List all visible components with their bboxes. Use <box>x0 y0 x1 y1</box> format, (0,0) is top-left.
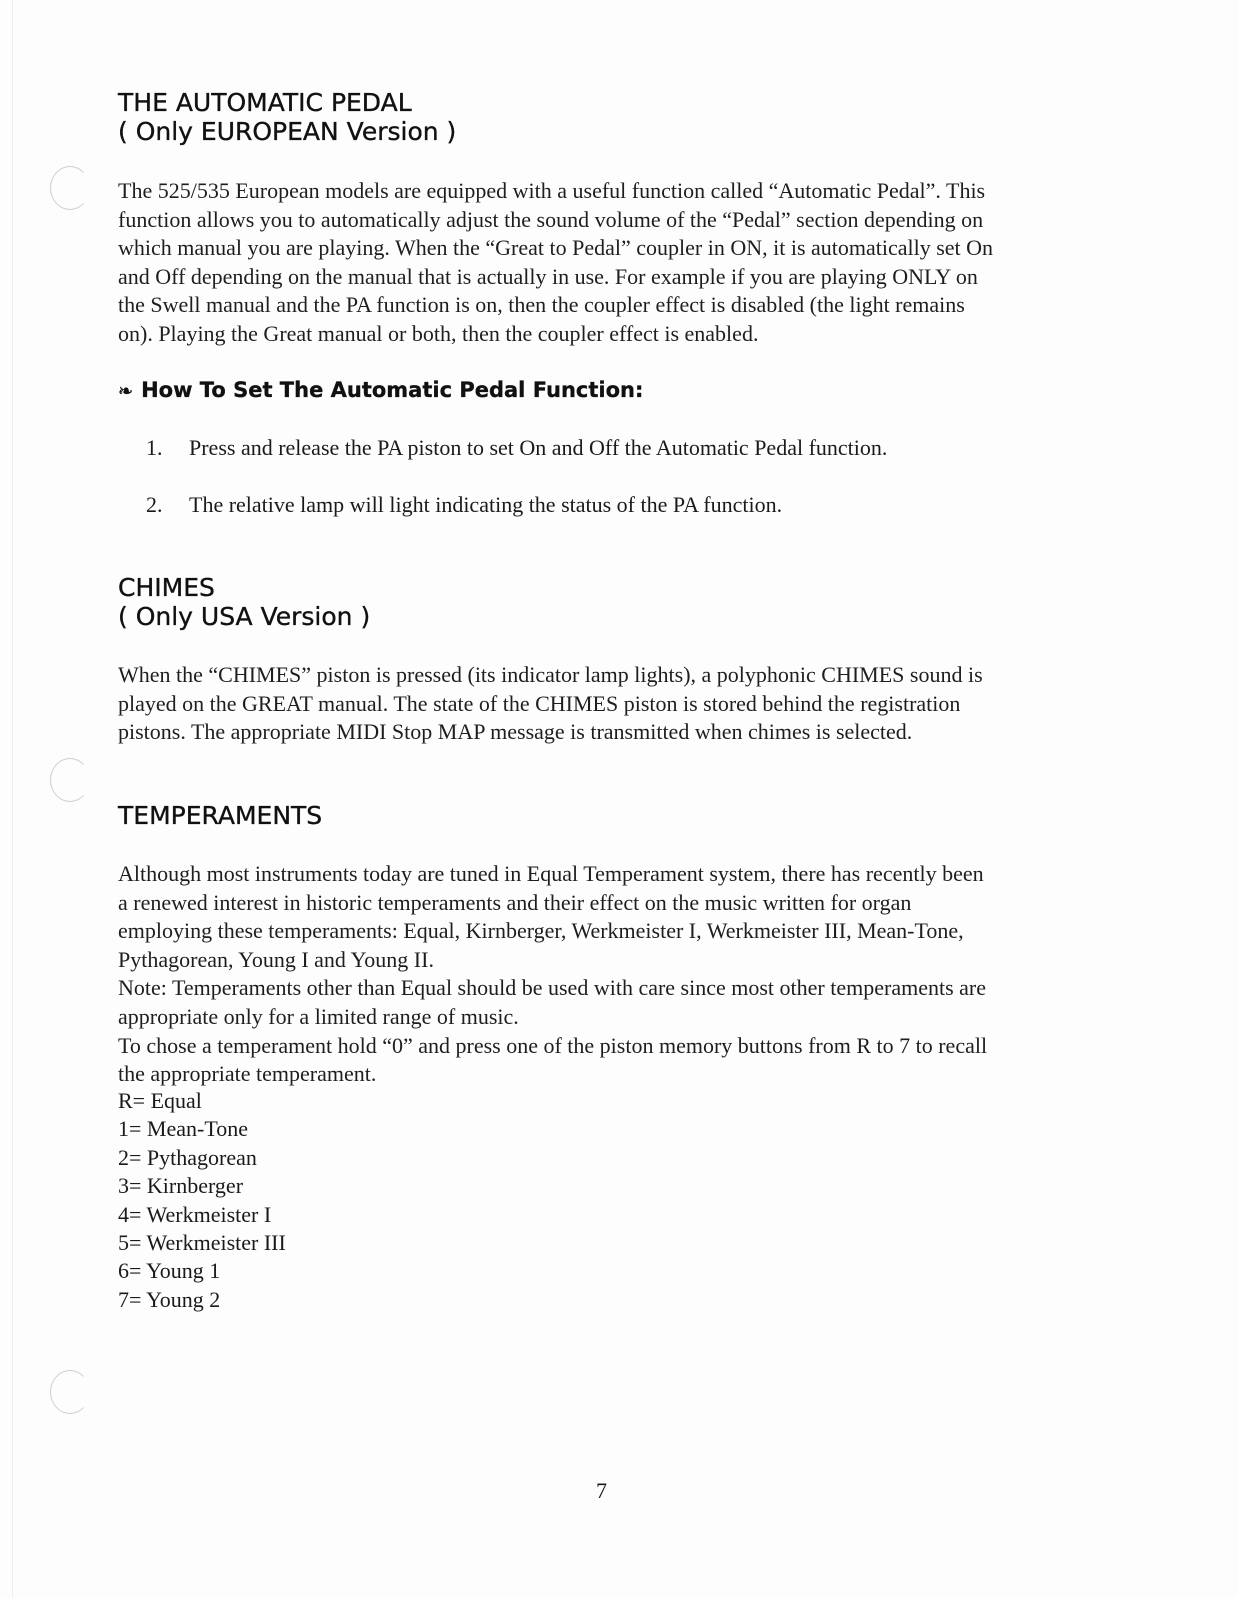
punch-hole-top <box>50 166 90 210</box>
step-number: 2. <box>146 492 163 517</box>
list-item: 4= Werkmeister I <box>118 1201 272 1227</box>
punch-hole-middle <box>50 758 90 802</box>
scan-edge-line <box>12 0 13 1598</box>
paragraph-line: appropriate only for a limited range of music. <box>118 1003 519 1029</box>
paragraph-line: the Swell manual and the PA function is on, then the coupler effect is disabled (the light remains <box>118 292 965 318</box>
list-item: 2= Pythagorean <box>118 1144 257 1170</box>
paragraph-line: and Off depending on the manual that is actually in use. For example if you are playing ONLY on <box>118 263 978 289</box>
paragraph-line: When the “CHIMES” piston is pressed (its indicator lamp lights), a polyphonic CHIMES sound is <box>118 662 983 687</box>
step-item <box>146 491 782 519</box>
chimes-title: CHIMES <box>118 573 215 602</box>
temperaments-paragraph <box>118 860 1098 1089</box>
list-item: 6= Young 1 <box>118 1258 221 1284</box>
auto-pedal-paragraph <box>118 177 1098 349</box>
howto-title: How To Set The Automatic Pedal Function: <box>141 378 644 402</box>
fleuron-bullet-icon: ❧ <box>118 381 134 402</box>
paragraph-line: pistons. The appropriate MIDI Stop MAP message is transmitted when chimes is selected. <box>118 719 913 745</box>
list-item: R= Equal <box>118 1088 202 1113</box>
step-text: Press and release the PA piston to set On and Off the Automatic Pedal function. <box>189 435 888 460</box>
auto-pedal-title: THE AUTOMATIC PEDAL <box>118 88 412 117</box>
temperament-list <box>118 1087 286 1314</box>
list-item: 3= Kirnberger <box>118 1173 244 1199</box>
temperaments-title: TEMPERAMENTS <box>118 801 323 830</box>
paragraph-line: The 525/535 European models are equipped with a useful function called “Automatic Pedal”. This <box>118 178 986 203</box>
paragraph-line: which manual you are playing. When the “Great to Pedal” coupler in ON, it is automatically set On <box>118 235 994 261</box>
paragraph-line: played on the GREAT manual. The state of the CHIMES piston is stored behind the registration <box>118 690 961 716</box>
howto-heading <box>118 376 643 406</box>
list-item: 1= Mean-Tone <box>118 1116 248 1142</box>
list-item: 7= Young 2 <box>118 1286 221 1312</box>
punch-hole-bottom <box>50 1370 90 1414</box>
step-number: 1. <box>146 435 163 460</box>
paragraph-line: Although most instruments today are tuned in Equal Temperament system, there has recently been <box>118 861 984 886</box>
page-number: 7 <box>596 1478 607 1503</box>
list-item: 5= Werkmeister III <box>118 1230 286 1256</box>
paragraph-line: employing these temperaments: Equal, Kirnberger, Werkmeister I, Werkmeister III, Mean-Tone, <box>118 918 964 944</box>
chimes-paragraph <box>118 661 1098 747</box>
paragraph-line: function allows you to automatically adjust the sound volume of the “Pedal” section depending on <box>118 206 984 232</box>
paragraph-line: To chose a temperament hold “0” and press one of the piston memory buttons from R to 7 to recall <box>118 1032 988 1058</box>
step-item <box>146 434 887 462</box>
paragraph-line: Pythagorean, Young I and Young II. <box>118 946 434 972</box>
chimes-subtitle: ( Only USA Version ) <box>118 602 371 631</box>
paragraph-line: on). Playing the Great manual or both, then the coupler effect is enabled. <box>118 320 759 346</box>
paragraph-line: a renewed interest in historic temperaments and their effect on the music written for organ <box>118 889 912 915</box>
step-text: The relative lamp will light indicating the status of the PA function. <box>189 492 783 517</box>
paragraph-line: the appropriate temperament. <box>118 1061 377 1087</box>
auto-pedal-subtitle: ( Only EUROPEAN Version ) <box>118 117 457 146</box>
paragraph-line: Note: Temperaments other than Equal should be used with care since most other temperaments are <box>118 975 987 1001</box>
